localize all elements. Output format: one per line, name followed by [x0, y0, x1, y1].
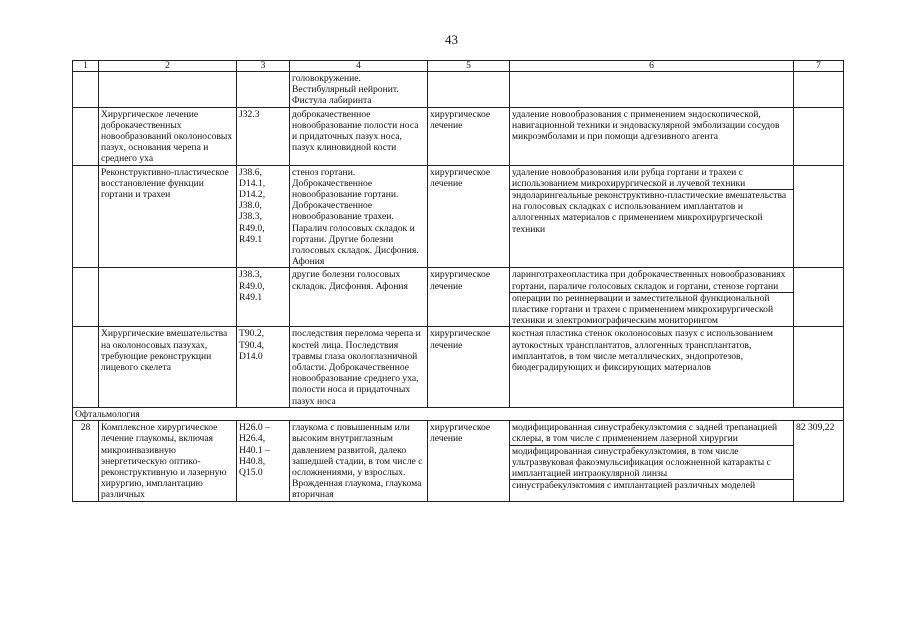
treatment-type-cell: хирургическое лечение	[428, 107, 510, 165]
method-cell	[510, 72, 794, 108]
cost-cell	[794, 107, 844, 165]
section-title: Офтальмология	[73, 407, 844, 420]
cost-cell	[794, 165, 844, 268]
patient-model-cell: другие болезни голосовых складок. Дисфония. Афония	[290, 268, 428, 327]
method-cell	[510, 268, 794, 327]
method-item: эндоларингеальные реконструктивно-пластические вмешательства на голосовых складках с использованием имплантатов и аллогенных материалов с применением микрохирургической техники	[510, 189, 793, 235]
icd-codes-cell: J38.3, R49.0, R49.1	[237, 268, 290, 327]
cost-cell	[794, 72, 844, 108]
patient-model-cell: глаукома с повышенным или высоким внутриглазным давлением развитой, далеко зашедшей стадии, в том числе с осложнениями, у взрослых. Врожденная глаукома, глаукома вторичная	[290, 421, 428, 501]
cost-cell	[794, 327, 844, 407]
row-number-cell	[73, 165, 99, 268]
column-header: 4	[290, 61, 428, 72]
method-item: удаление новообразования или рубца гортани и трахеи с использованием микрохирургической и лучевой техники	[512, 166, 746, 189]
row-number-cell	[73, 107, 99, 165]
method-cell	[510, 107, 794, 165]
icd-codes-cell: J32.3	[237, 107, 290, 165]
method-item: удаление новообразования с применением эндоскопической, навигационной техники и эндоваскулярной эмболизации сосудов микроэмболами и при помощи адгезивного агента	[512, 108, 780, 143]
table-row	[73, 327, 844, 407]
row-number-cell	[73, 268, 99, 327]
treatment-type-cell: хирургическое лечение	[428, 268, 510, 327]
service-name-cell: Комплексное хирургическое лечение глаукомы, включая микроинвазивную энергетическую оптико-реконструктивную и лазерную хирургию, имплантацию различных	[99, 421, 237, 501]
method-item: синустрабекулэктомия с имплантацией различных моделей	[510, 479, 793, 491]
treatment-type-cell	[428, 72, 510, 108]
icd-codes-cell	[237, 72, 290, 108]
service-name-cell: Хирургические вмешательства на околоносовых пазухах, требующие реконструкции лицевого скелета	[99, 327, 237, 407]
column-header: 6	[510, 61, 794, 72]
table-row	[73, 165, 844, 268]
method-item: операции по реиннервации и заместительной функциональной пластике гортани и трахеи с применением микрохирургической техники и электромиографическим мониторингом	[510, 292, 793, 327]
service-name-cell	[99, 72, 237, 108]
treatment-type-cell: хирургическое лечение	[428, 165, 510, 268]
cost-cell	[794, 268, 844, 327]
method-item: костная пластика стенок околоносовых пазух с использованием аутокостных трансплантатов, аллогенных трансплантатов, имплантатов, в том числе металлических, эндопротезов, биодеградирующих и фиксирующих материалов	[512, 328, 773, 374]
patient-model-cell: последствия перелома черепа и костей лица. Последствия травмы глаза окологлазничной области. Доброкачественное новообразование среднего уха, полости носа и придаточных пазух носа	[290, 327, 428, 407]
table-row	[73, 268, 844, 327]
services-table	[72, 60, 844, 502]
service-name-cell: Хирургическое лечение доброкачественных новообразований околоносовых пазух, основания черепа и среднего уха	[99, 107, 237, 165]
patient-model-cell: головокружение. Вестибулярный нейронит. Фистула лабиринта	[290, 72, 428, 108]
method-item: модифицированная синустрабекулэктомия, в том числе ультразвуковая факоэмульсификация осложненной катаракты с имплантацией интраокулярной линзы	[510, 445, 793, 480]
service-name-cell	[99, 268, 237, 327]
section-row	[73, 407, 844, 420]
method-item: модифицированная синустрабекулэктомия с задней трепанацией склеры, в том числе с применением лазерной хирургии	[512, 422, 778, 445]
treatment-type-cell: хирургическое лечение	[428, 421, 510, 501]
column-header: 7	[794, 61, 844, 72]
column-header: 1	[73, 61, 99, 72]
icd-codes-cell: T90.2, T90.4, D14.0	[237, 327, 290, 407]
column-header: 2	[99, 61, 237, 72]
row-number-cell	[73, 72, 99, 108]
column-header-row	[73, 61, 844, 72]
row-number-cell: 28	[73, 421, 99, 501]
page-number: 43	[445, 32, 458, 47]
patient-model-cell: стеноз гортани. Доброкачественное новообразование гортани. Доброкачественное новообразование трахеи. Паралич голосовых складок и гортани. Другие болезни голосовых складок. Дисфония. Афония	[290, 165, 428, 268]
method-cell	[510, 165, 794, 268]
column-header: 3	[237, 61, 290, 72]
method-cell	[510, 421, 794, 501]
patient-model-cell: доброкачественное новообразование полости носа и придаточных пазух носа, пазух клиновидной кости	[290, 107, 428, 165]
service-name-cell: Реконструктивно-пластическое восстановление функции гортани и трахеи	[99, 165, 237, 268]
icd-codes-cell: J38.6, D14.1, D14.2, J38.0, J38.3, R49.0, R49.1	[237, 165, 290, 268]
table-row	[73, 72, 844, 108]
table-row	[73, 421, 844, 501]
method-cell	[510, 327, 794, 407]
cost-cell: 82 309,22	[794, 421, 844, 501]
row-number-cell	[73, 327, 99, 407]
treatment-type-cell: хирургическое лечение	[428, 327, 510, 407]
icd-codes-cell: H26.0 – H26.4, H40.1 – H40.8, Q15.0	[237, 421, 290, 501]
column-header: 5	[428, 61, 510, 72]
method-item: ларинготрахеопластика при доброкачественных новообразованиях гортани, параличе голосовых складок и гортани, стенозе гортани	[512, 269, 786, 292]
table-row	[73, 107, 844, 165]
